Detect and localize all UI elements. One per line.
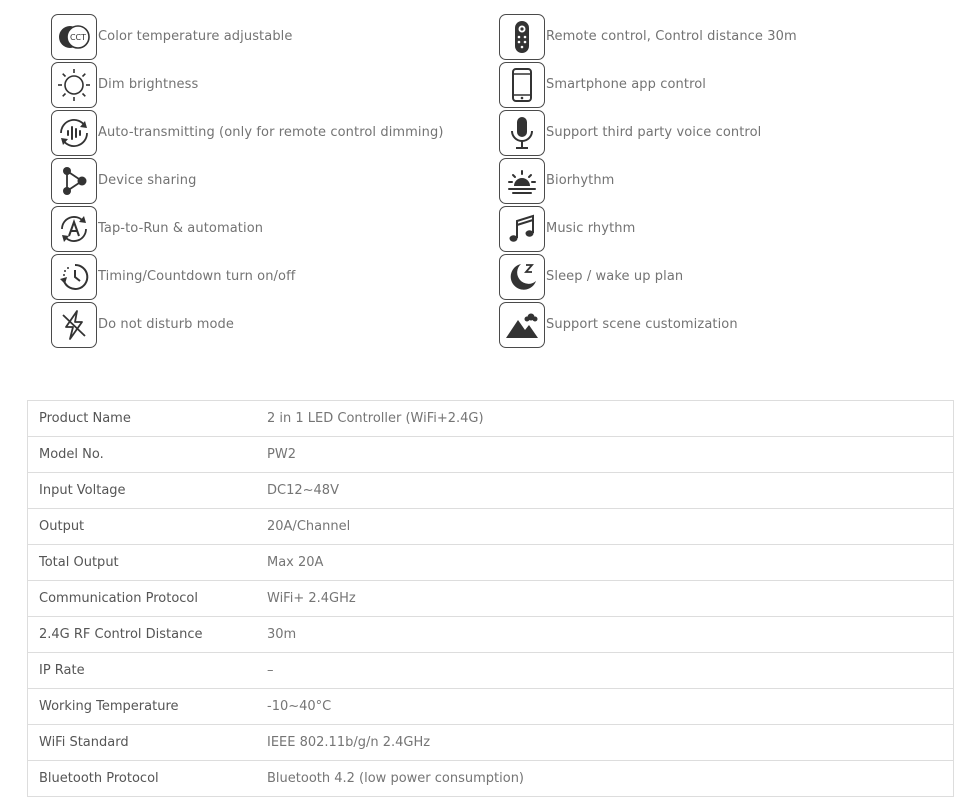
spec-key: Product Name <box>39 411 131 426</box>
feature-label: Support third party voice control <box>546 125 762 140</box>
table-row <box>28 761 954 797</box>
mountain-scene-icon <box>499 302 545 348</box>
microphone-icon <box>499 110 545 156</box>
cct-icon-text: CCT <box>69 33 87 42</box>
spec-value: IEEE 802.11b/g/n 2.4GHz <box>267 725 954 761</box>
spec-key: Model No. <box>28 437 268 473</box>
table-row <box>28 437 954 473</box>
moon-sleep-icon <box>499 254 545 300</box>
sound-wave-sync-icon <box>51 110 97 156</box>
spec-value: DC12~48V <box>267 473 954 509</box>
table-row <box>28 473 954 509</box>
table-row <box>28 545 954 581</box>
spec-value: Max 20A <box>267 545 954 581</box>
table-row <box>28 401 954 437</box>
feature-label: Dim brightness <box>98 77 199 92</box>
feature-label: Timing/Countdown turn on/off <box>98 269 296 284</box>
cct-icon <box>51 14 97 60</box>
feature-label: Do not disturb mode <box>98 317 234 332</box>
spec-value: WiFi+ 2.4GHz <box>267 581 954 617</box>
feature-label: Biorhythm <box>546 173 615 188</box>
table-row <box>28 617 954 653</box>
feature-label: Sleep / wake up plan <box>546 269 684 284</box>
table-row <box>28 581 954 617</box>
music-note-icon <box>499 206 545 252</box>
spec-value: -10~40°C <box>267 689 954 725</box>
spec-key: 2.4G RF Control Distance <box>28 617 268 653</box>
remote-control-icon <box>499 14 545 60</box>
smartphone-icon <box>499 62 545 108</box>
spec-key: IP Rate <box>28 653 268 689</box>
table-row <box>28 509 954 545</box>
feature-label: Device sharing <box>98 173 197 188</box>
spec-value: – <box>267 653 954 689</box>
spec-value: PW2 <box>267 437 954 473</box>
spec-key: Communication Protocol <box>28 581 268 617</box>
spec-value: 30m <box>267 617 954 653</box>
feature-label: Color temperature adjustable <box>98 29 293 44</box>
feature-list <box>0 0 963 360</box>
feature-label: Auto-transmitting (only for remote control dimming) <box>98 125 444 140</box>
spec-value: 20A/Channel <box>267 509 954 545</box>
feature-label: Music rhythm <box>546 221 636 236</box>
spec-key: Working Temperature <box>28 689 268 725</box>
feature-label: Smartphone app control <box>546 77 707 92</box>
spec-key: Output <box>28 509 268 545</box>
table-row <box>28 653 954 689</box>
sun-brightness-icon <box>51 62 97 108</box>
sunrise-icon <box>499 158 545 204</box>
spec-key: WiFi Standard <box>28 725 268 761</box>
automation-a-icon <box>51 206 97 252</box>
spec-key: Input Voltage <box>28 473 268 509</box>
feature-label: Support scene customization <box>546 317 738 332</box>
timer-clock-icon <box>51 254 97 300</box>
spec-key: Total Output <box>28 545 268 581</box>
share-icon <box>51 158 97 204</box>
feature-label: Tap-to-Run & automation <box>98 221 264 236</box>
lightning-off-icon <box>51 302 97 348</box>
table-row <box>28 725 954 761</box>
spec-value: 2 in 1 LED Controller (WiFi+2.4G) <box>267 411 484 426</box>
spec-table <box>27 400 954 797</box>
spec-value: Bluetooth 4.2 (low power consumption) <box>267 761 954 797</box>
spec-key: Bluetooth Protocol <box>28 761 268 797</box>
feature-label: Remote control, Control distance 30m <box>546 29 797 44</box>
table-row <box>28 689 954 725</box>
